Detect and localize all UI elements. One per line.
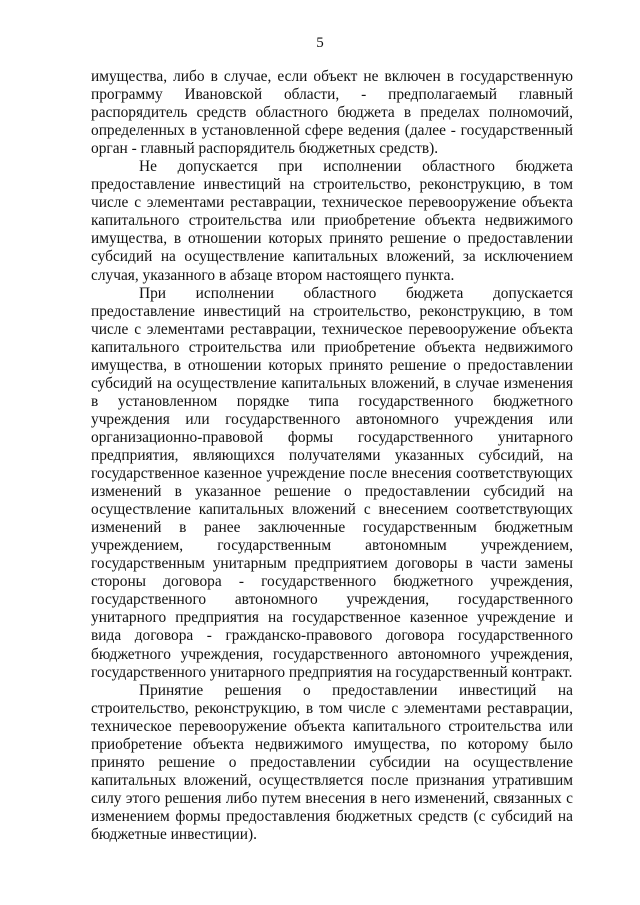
paragraph-prohibition: Не допускается при исполнении областного бюджета предоставление инвестиций на строительство, реконструкцию, в том числе с элементами реставрации, техническое перевооружение объекта капитального строительства или приобретение объекта недвижимого имущества, в отношении которых принято решение о предоставлении субсидий на осуществление капитальных вложений, за исключением случая, указанного в абзаце втором настоящего пункта. — [91, 158, 573, 284]
paragraph-permission: При исполнении областного бюджета допускается предоставление инвестиций на строительство, реконструкцию, в том числе с элементами реставрации, техническое перевооружение объекта капитального строительства или приобретение объекта недвижимого имущества, в отношении которых принято решение о предоставлении субсидий на осуществление капитальных вложений, в случае изменения в установленном порядке типа государственного бюджетного учреждения или государственного автономного учреждения или организационно-правовой формы государственного унитарного предприятия, являющихся получателями указанных субсидий, на государственное казенное учреждение после внесения соответствующих изменений в указанное решение о предоставлении субсидий на осуществление капитальных вложений с внесением соответствующих изменений в ранее заключенные государственным бюджетным учреждением, государственным автономным учреждением, государственным унитарным предприятием договоры в части замены стороны договора - государственного бюджетного учреждения, государственного автономного учреждения, государственного унитарного предприятия на государственное казенное учреждение и вида договора - гражданско-правового договора государственного бюджетного учреждения, государственного автономного учреждения, государственного унитарного предприятия на государственный контракт. — [91, 284, 573, 681]
page-number: 5 — [316, 35, 324, 51]
document-body — [91, 68, 573, 844]
paragraph-continuation: имущества, либо в случае, если объект не включен в государственную программу Ивановской области, - предполагаемый главный распорядитель средств областного бюджета в пределах полномочий, определенных в установленной сфере ведения (далее - государственный орган - главный распорядитель бюджетных средств). — [91, 68, 573, 158]
paragraph-decision: Принятие решения о предоставлении инвестиций на строительство, реконструкцию, в том числе с элементами реставрации, техническое перевооружение объекта капитального строительства или приобретение объекта недвижимого имущества, по которому было принято решение о предоставлении субсидии на осуществление капитальных вложений, осуществляется после признания утратившим силу этого решения либо путем внесения в него изменений, связанных с изменением формы предоставления бюджетных средств (с субсидий на бюджетные инвестиции). — [91, 681, 573, 843]
